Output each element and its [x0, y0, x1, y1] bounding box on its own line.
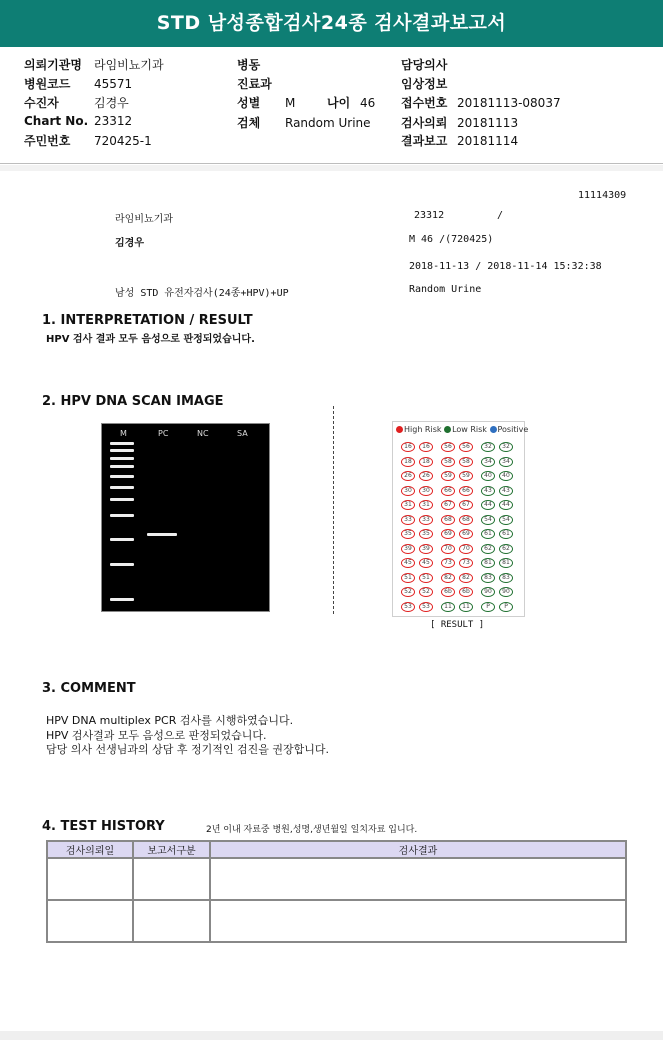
test-history-note: 2년 이내 자료중 병원,성명,생년월일 일치자료 입니다. — [206, 825, 418, 835]
chip-cell: 51 — [401, 573, 415, 583]
table-header-row — [47, 841, 626, 858]
chip-cell: 26 — [419, 471, 433, 481]
gel-lane-label: SA — [237, 429, 248, 438]
chip-cell: 34 — [481, 457, 495, 467]
marker-band — [110, 598, 134, 601]
chip-cell: 90 — [481, 587, 495, 597]
chip-cell: 81 — [481, 558, 495, 568]
chip-cell: 68 — [441, 515, 455, 525]
chip-cell: 39 — [401, 544, 415, 554]
chip-cell: 62 — [481, 544, 495, 554]
comment-line: HPV DNA multiplex PCR 검사를 시행하였습니다. — [46, 714, 294, 727]
chip-result-label: [ RESULT ] — [430, 620, 485, 630]
chip-cell: 35 — [419, 529, 433, 539]
chip-cell: 67 — [459, 500, 473, 510]
report-title: STD 남성종합검사24종 검사결과보고서 — [0, 0, 663, 47]
chip-cell: 73 — [459, 558, 473, 568]
chip-cell: 52 — [401, 587, 415, 597]
chip-cell: 40 — [499, 471, 513, 481]
chip-cell: 66 — [459, 486, 473, 496]
chip-cell: 58 — [441, 457, 455, 467]
chip-cell: 45 — [401, 558, 415, 568]
chip-cell: P — [499, 602, 513, 612]
col-report-type-header: 보고서구분 — [133, 841, 210, 858]
hpv-chip-result — [392, 421, 529, 617]
info-specimen: Random Urine — [409, 284, 482, 295]
high-risk-dot-icon — [396, 426, 403, 433]
header-row-department: 진료과 — [237, 77, 272, 91]
comment-line: HPV 검사결과 모두 음성으로 판정되었습니다. — [46, 729, 267, 742]
marker-band — [110, 498, 134, 501]
chip-cell: 44 — [499, 500, 513, 510]
chip-cell: 67 — [441, 500, 455, 510]
table-cell — [133, 858, 210, 900]
low-risk-dot-icon — [444, 426, 451, 433]
chip-cell: 83 — [499, 573, 513, 583]
header-row-resident-no: 주민번호 720425-1 — [24, 134, 152, 148]
chip-cell: 30 — [401, 486, 415, 496]
chip-cell: 43 — [499, 486, 513, 496]
table-cell — [47, 900, 133, 942]
chip-cell: 30 — [419, 486, 433, 496]
gel-lane-label: PC — [158, 429, 169, 438]
header-row-clinical-info: 임상정보 — [401, 77, 448, 91]
table-cell — [210, 858, 626, 900]
chip-cell: 6b — [459, 587, 473, 597]
chip-cell: 56 — [459, 442, 473, 452]
header-row-chart: Chart No. 23312 — [24, 114, 133, 128]
info-dates: 2018-11-13 / 2018-11-14 15:32:38 — [409, 261, 602, 272]
header-row-doctor: 담당의사 — [401, 58, 448, 72]
image-divider — [333, 406, 334, 614]
chip-cell: 44 — [481, 500, 495, 510]
chip-cell: 39 — [419, 544, 433, 554]
chip-cell: 16 — [419, 442, 433, 452]
chip-cell: 43 — [481, 486, 495, 496]
section-scan-image-title: 2. HPV DNA SCAN IMAGE — [42, 394, 224, 409]
positive-control-band — [147, 533, 177, 536]
comment-line: 담당 의사 선생님과의 상담 후 정기적인 검진을 권장합니다. — [46, 743, 329, 756]
marker-band — [110, 457, 134, 460]
chip-cell: 58 — [459, 457, 473, 467]
age-value: 46 — [360, 96, 376, 110]
chip-cell: 33 — [419, 515, 433, 525]
chip-cell: 40 — [481, 471, 495, 481]
chip-cell: 51 — [419, 573, 433, 583]
table-row — [47, 900, 626, 942]
header-row-request-date: 검사의뢰 20181113 — [401, 116, 519, 130]
marker-band — [110, 449, 134, 452]
header-shadow — [0, 165, 663, 171]
chip-cell: 53 — [419, 602, 433, 612]
chip-cell: 31 — [401, 500, 415, 510]
chip-cell: 68 — [459, 515, 473, 525]
header-row-patient: 수진자 김경우 — [24, 96, 129, 110]
header-row-specimen: 검체 Random Urine — [237, 116, 371, 130]
chip-cell: 54 — [481, 515, 495, 525]
info-chart: 23312 — [414, 210, 445, 221]
info-chart-sep: / — [497, 210, 504, 221]
chip-cell: 82 — [459, 573, 473, 583]
gel-lane-label: NC — [197, 429, 209, 438]
col-result-header: 검사결과 — [210, 841, 626, 858]
chip-cell: 69 — [459, 529, 473, 539]
chip-cell: 59 — [441, 471, 455, 481]
header-row-sex: 성별 M 나이 46 — [237, 96, 376, 110]
age-key: 나이 — [327, 96, 351, 110]
chip-cell: 34 — [499, 457, 513, 467]
chip-cell: 16 — [401, 442, 415, 452]
gel-electrophoresis-image — [101, 423, 270, 612]
chip-cell: 61 — [481, 529, 495, 539]
chip-cell: 62 — [499, 544, 513, 554]
header-row-clinic: 의뢰기관명 라임비뇨기과 — [24, 58, 164, 72]
chip-cell: 66 — [441, 486, 455, 496]
gel-lane-label: M — [120, 429, 127, 438]
table-row — [47, 858, 626, 900]
chip-cell: 82 — [441, 573, 455, 583]
chip-cell: 81 — [499, 558, 513, 568]
section-comment-title: 3. COMMENT — [42, 681, 136, 696]
header-row-hospital-code: 병원코드 45571 — [24, 77, 133, 91]
chip-cell: 18 — [401, 457, 415, 467]
interpretation-text: HPV 검사 결과 모두 음성으로 판정되었습니다. — [46, 334, 255, 345]
marker-band — [110, 486, 134, 489]
chip-cell: 32 — [481, 442, 495, 452]
table-cell — [47, 858, 133, 900]
chip-cell: 53 — [401, 602, 415, 612]
marker-band — [110, 563, 134, 566]
chip-cell: 11 — [441, 602, 455, 612]
chip-cell: 11 — [459, 602, 473, 612]
table-cell — [133, 900, 210, 942]
info-sex-age: M 46 /(720425) — [409, 234, 494, 245]
chip-cell: 70 — [441, 544, 455, 554]
col-request-date-header: 검사의뢰일 — [47, 841, 133, 858]
chip-cell: 26 — [401, 471, 415, 481]
chip-cell: 90 — [499, 587, 513, 597]
marker-band — [110, 514, 134, 517]
chip-cell: 73 — [441, 558, 455, 568]
chip-cell: 52 — [419, 587, 433, 597]
chip-cell: 45 — [419, 558, 433, 568]
marker-band — [110, 442, 134, 445]
chip-cell: 35 — [401, 529, 415, 539]
header-row-receipt-no: 접수번호 20181113-08037 — [401, 96, 561, 110]
info-test-name: 남성 STD 유전자검사(24종+HPV)+UP — [115, 288, 289, 299]
chip-cell: 69 — [441, 529, 455, 539]
chip-cell: 56 — [441, 442, 455, 452]
chip-cell: 70 — [459, 544, 473, 554]
page-footer — [0, 1031, 663, 1040]
marker-band — [110, 538, 134, 541]
header-row-report-date: 결과보고 20181114 — [401, 134, 519, 148]
chip-cell: 6b — [441, 587, 455, 597]
chip-cell: 54 — [499, 515, 513, 525]
chip-cell: 31 — [419, 500, 433, 510]
section-interpretation-title: 1. INTERPRETATION / RESULT — [42, 313, 253, 328]
chip-cell: 33 — [401, 515, 415, 525]
info-name: 김경우 — [115, 238, 144, 249]
marker-band — [110, 465, 134, 468]
chip-legend: High Risk Low Risk Positive — [396, 425, 528, 434]
info-clinic: 라임비뇨기과 — [115, 214, 173, 225]
positive-dot-icon — [490, 426, 497, 433]
table-cell — [210, 900, 626, 942]
chip-cell: P — [481, 602, 495, 612]
report-id: 11114309 — [578, 190, 627, 201]
chip-cell: 83 — [481, 573, 495, 583]
section-test-history-title: 4. TEST HISTORY — [42, 819, 165, 834]
header-divider — [0, 163, 663, 164]
header-row-ward: 병동 — [237, 58, 261, 72]
chip-cell: 18 — [419, 457, 433, 467]
test-history-table — [46, 840, 627, 943]
marker-band — [110, 475, 134, 478]
chip-cell: 59 — [459, 471, 473, 481]
chip-cell: 32 — [499, 442, 513, 452]
chip-cell: 61 — [499, 529, 513, 539]
